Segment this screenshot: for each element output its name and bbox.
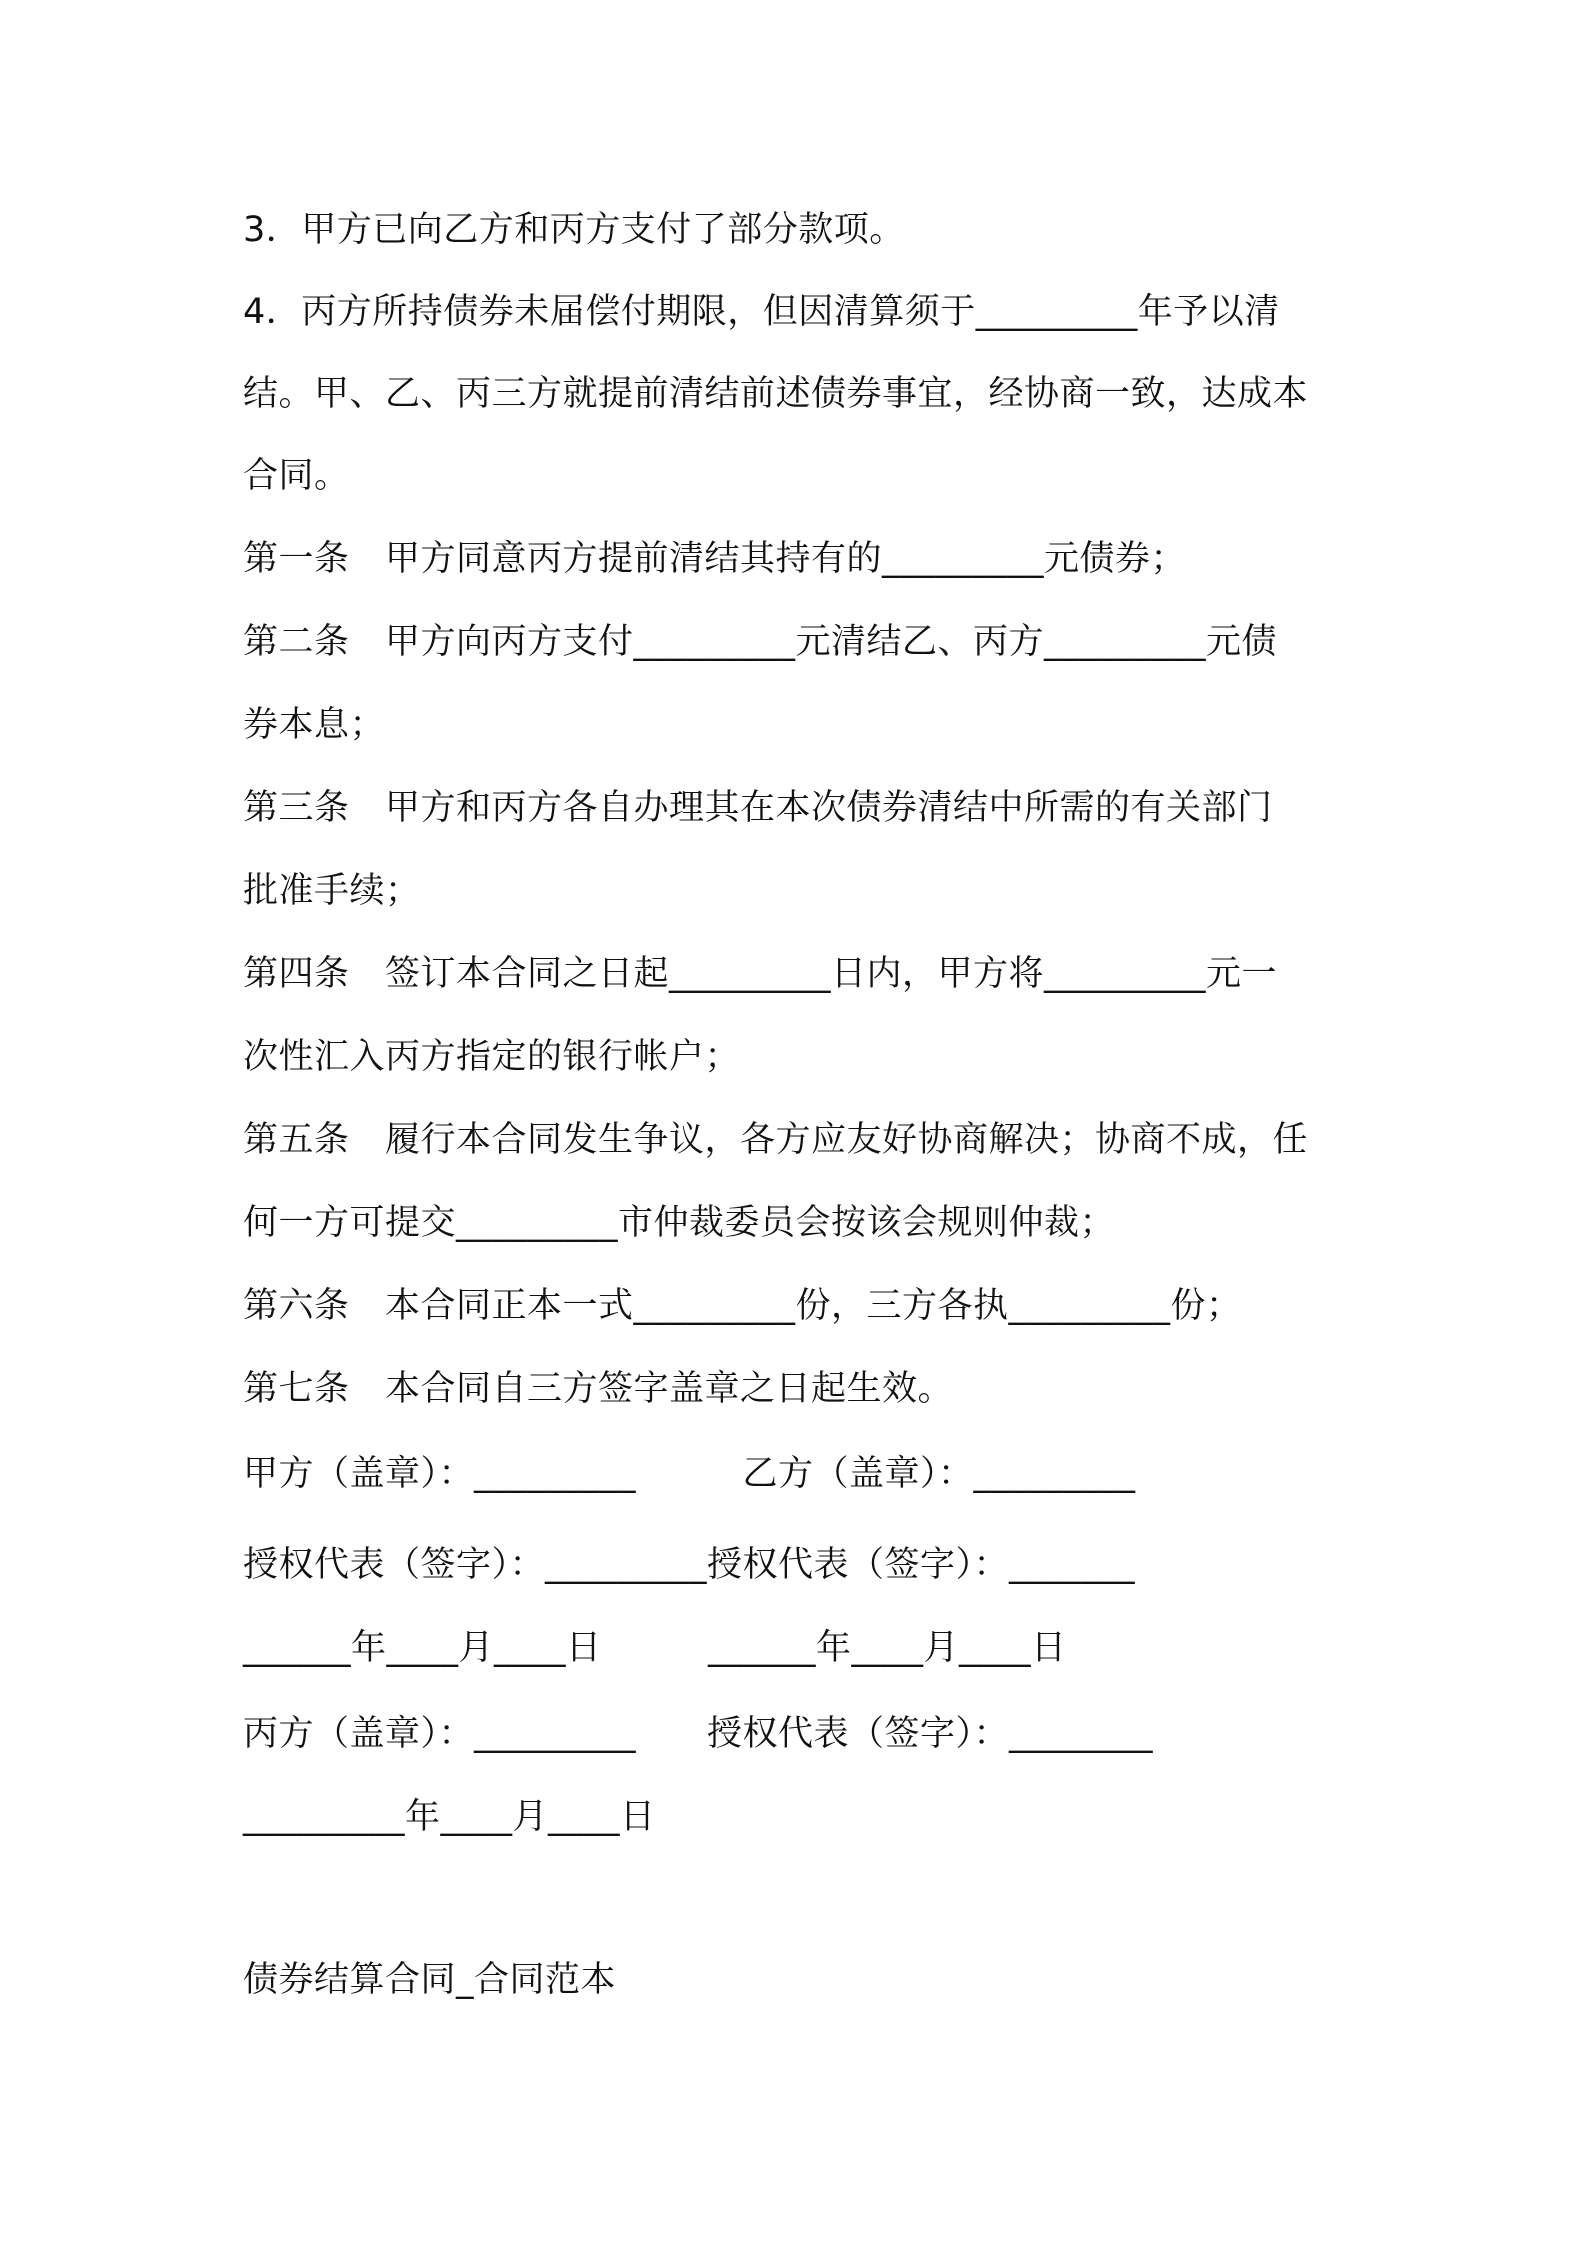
article-3-line-1: 第三条 甲方和丙方各自办理其在本次债券清结中所需的有关部门 xyxy=(243,788,1273,828)
clause-4-line-3: 合同。 xyxy=(243,456,350,496)
signature-party-a-b-line: 甲方（盖章）：_________ 乙方（盖章）：_________ xyxy=(243,1454,1136,1494)
article-4-line-2: 次性汇入丙方指定的银行帐户； xyxy=(243,1037,741,1077)
article-5-line-1: 第五条 履行本合同发生争议，各方应友好协商解决；协商不成，任 xyxy=(243,1120,1309,1160)
article-3-line-2: 批准手续； xyxy=(243,871,421,911)
signature-date-party-c-line: _________年____月____日 xyxy=(243,1797,656,1837)
clause-4-line-2: 结。甲、乙、丙三方就提前清结前述债券事宜，经协商一致，达成本 xyxy=(243,374,1309,414)
signature-party-c-line: 丙方（盖章）：_________ 授权代表（签字）：________ xyxy=(243,1714,1154,1754)
clause-3-line: 3．甲方已向乙方和丙方支付了部分款项。 xyxy=(243,210,905,250)
article-7-line: 第七条 本合同自三方签字盖章之日起生效。 xyxy=(243,1369,954,1409)
article-2-line-1: 第二条 甲方向丙方支付_________元清结乙、丙方_________元债 xyxy=(243,622,1278,662)
signature-representatives-line: 授权代表（签字）：_________授权代表（签字）：_______ xyxy=(243,1545,1136,1585)
article-1-line: 第一条 甲方同意丙方提前清结其持有的_________元债券； xyxy=(243,539,1187,579)
article-2-line-2: 券本息； xyxy=(243,705,386,745)
signature-dates-line: ______年____月____日 ______年____月____日 xyxy=(243,1628,1067,1668)
article-6-line: 第六条 本合同正本一式_________份，三方各执_________份； xyxy=(243,1286,1242,1326)
clause-4-line-1: 4．丙方所持债券未届偿付期限，但因清算须于_________年予以清 xyxy=(243,292,1280,332)
article-4-line-1: 第四条 签订本合同之日起_________日内，甲方将_________元一 xyxy=(243,954,1278,994)
article-5-line-2: 何一方可提交_________市仲裁委员会按该会规则仲裁； xyxy=(243,1203,1116,1243)
document-footer-title: 债券结算合同_合同范本 xyxy=(243,1960,617,2000)
